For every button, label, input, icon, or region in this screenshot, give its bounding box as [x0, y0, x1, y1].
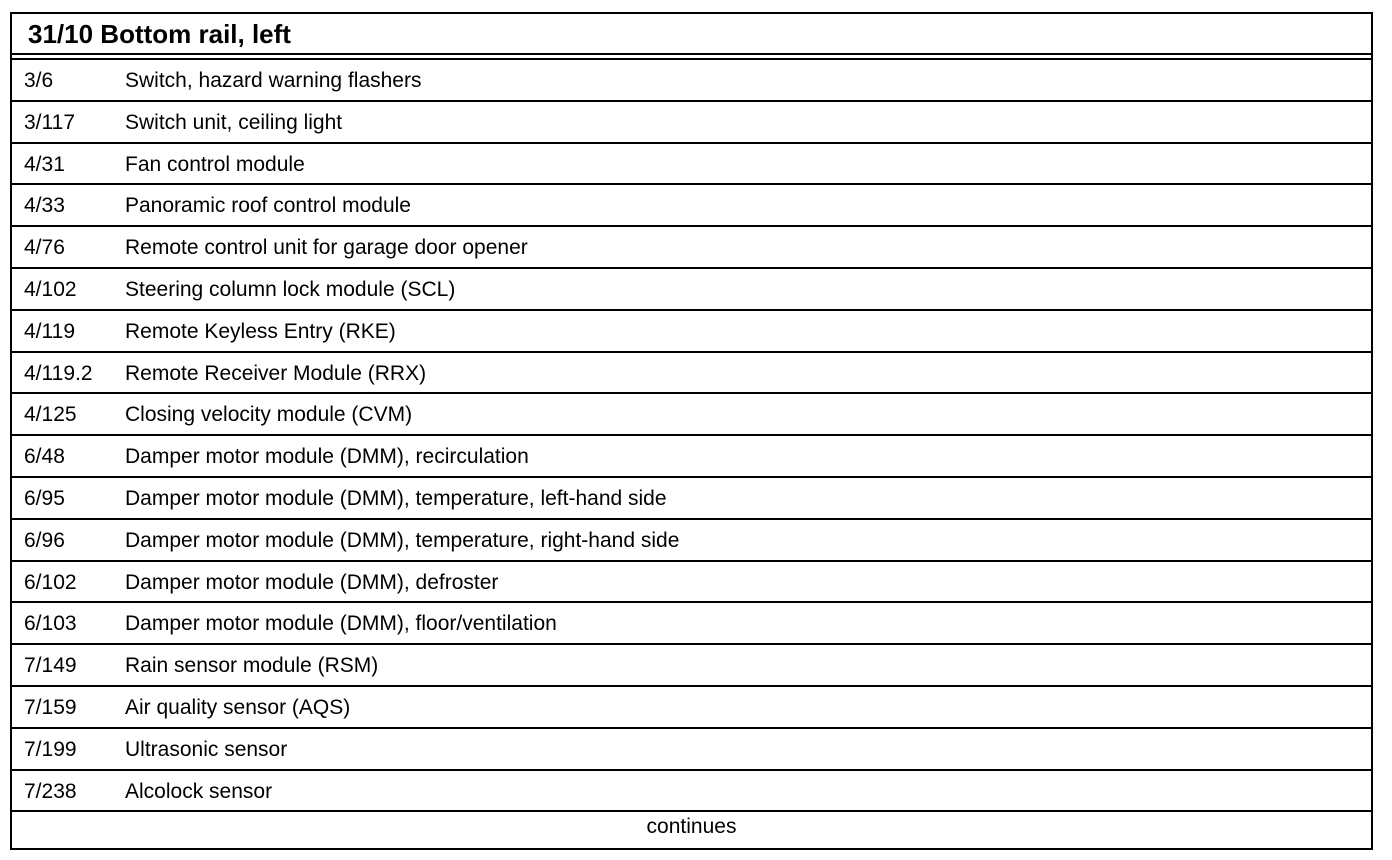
- component-code: 7/238: [24, 779, 77, 803]
- component-description: Closing velocity module (CVM): [125, 403, 413, 427]
- component-code: 4/119.2: [24, 361, 93, 385]
- component-code: 4/125: [24, 403, 77, 427]
- component-code: 6/103: [24, 612, 77, 636]
- component-code: 6/102: [24, 570, 77, 594]
- component-description: Panoramic roof control module: [125, 194, 411, 218]
- component-description: Steering column lock module (SCL): [125, 277, 456, 301]
- component-description: Ultrasonic sensor: [125, 737, 288, 761]
- table-row: [12, 227, 1371, 269]
- table-row: [12, 144, 1371, 186]
- component-description: Switch unit, ceiling light: [125, 110, 343, 134]
- component-code: 6/48: [24, 445, 65, 469]
- component-description: Damper motor module (DMM), temperature, left-hand side: [125, 486, 667, 510]
- table-row: [12, 478, 1371, 520]
- table-row: [12, 520, 1371, 562]
- table-row: [12, 436, 1371, 478]
- table-row: [12, 60, 1371, 102]
- table-row: [12, 311, 1371, 353]
- continues-label: continues: [646, 815, 737, 838]
- component-code: 3/117: [24, 110, 75, 134]
- component-code: 7/159: [24, 695, 77, 719]
- component-description: Damper motor module (DMM), defroster: [125, 570, 499, 594]
- table-row: [12, 185, 1371, 227]
- component-description: Rain sensor module (RSM): [125, 654, 379, 678]
- table-title-row: [12, 14, 1371, 55]
- component-code: 4/76: [24, 236, 65, 260]
- table-title: 31/10 Bottom rail, left: [28, 19, 291, 49]
- component-description: Alcolock sensor: [125, 779, 273, 803]
- component-code: 6/96: [24, 528, 65, 552]
- component-code: 7/199: [24, 737, 77, 761]
- table-row: [12, 562, 1371, 604]
- table-row: [12, 645, 1371, 687]
- table-body: [12, 60, 1371, 812]
- component-description: Remote control unit for garage door opener: [125, 236, 528, 260]
- component-description: Damper motor module (DMM), floor/ventilation: [125, 612, 557, 636]
- table-row: [12, 394, 1371, 436]
- table-row: [12, 603, 1371, 645]
- component-code: 3/6: [24, 69, 54, 92]
- table-row: [12, 687, 1371, 729]
- component-code: 4/119: [24, 319, 75, 343]
- component-description: Switch, hazard warning flashers: [125, 69, 422, 92]
- component-code: 4/33: [24, 194, 65, 218]
- component-code: 7/149: [24, 654, 77, 678]
- component-description: Fan control module: [125, 152, 305, 176]
- table-row: [12, 102, 1371, 144]
- component-code: 4/31: [24, 152, 65, 176]
- table-row: [12, 269, 1371, 311]
- table-row: [12, 729, 1371, 771]
- component-description: Damper motor module (DMM), temperature, right-hand side: [125, 528, 680, 552]
- component-code: 6/95: [24, 486, 65, 510]
- component-description: Air quality sensor (AQS): [125, 695, 351, 719]
- table-footer: [12, 812, 1371, 848]
- component-table: [10, 12, 1373, 850]
- component-description: Remote Receiver Module (RRX): [125, 361, 427, 385]
- component-description: Damper motor module (DMM), recirculation: [125, 445, 529, 469]
- component-code: 4/102: [24, 277, 77, 301]
- table-row: [12, 771, 1371, 813]
- component-description: Remote Keyless Entry (RKE): [125, 319, 396, 343]
- table-row: [12, 353, 1371, 395]
